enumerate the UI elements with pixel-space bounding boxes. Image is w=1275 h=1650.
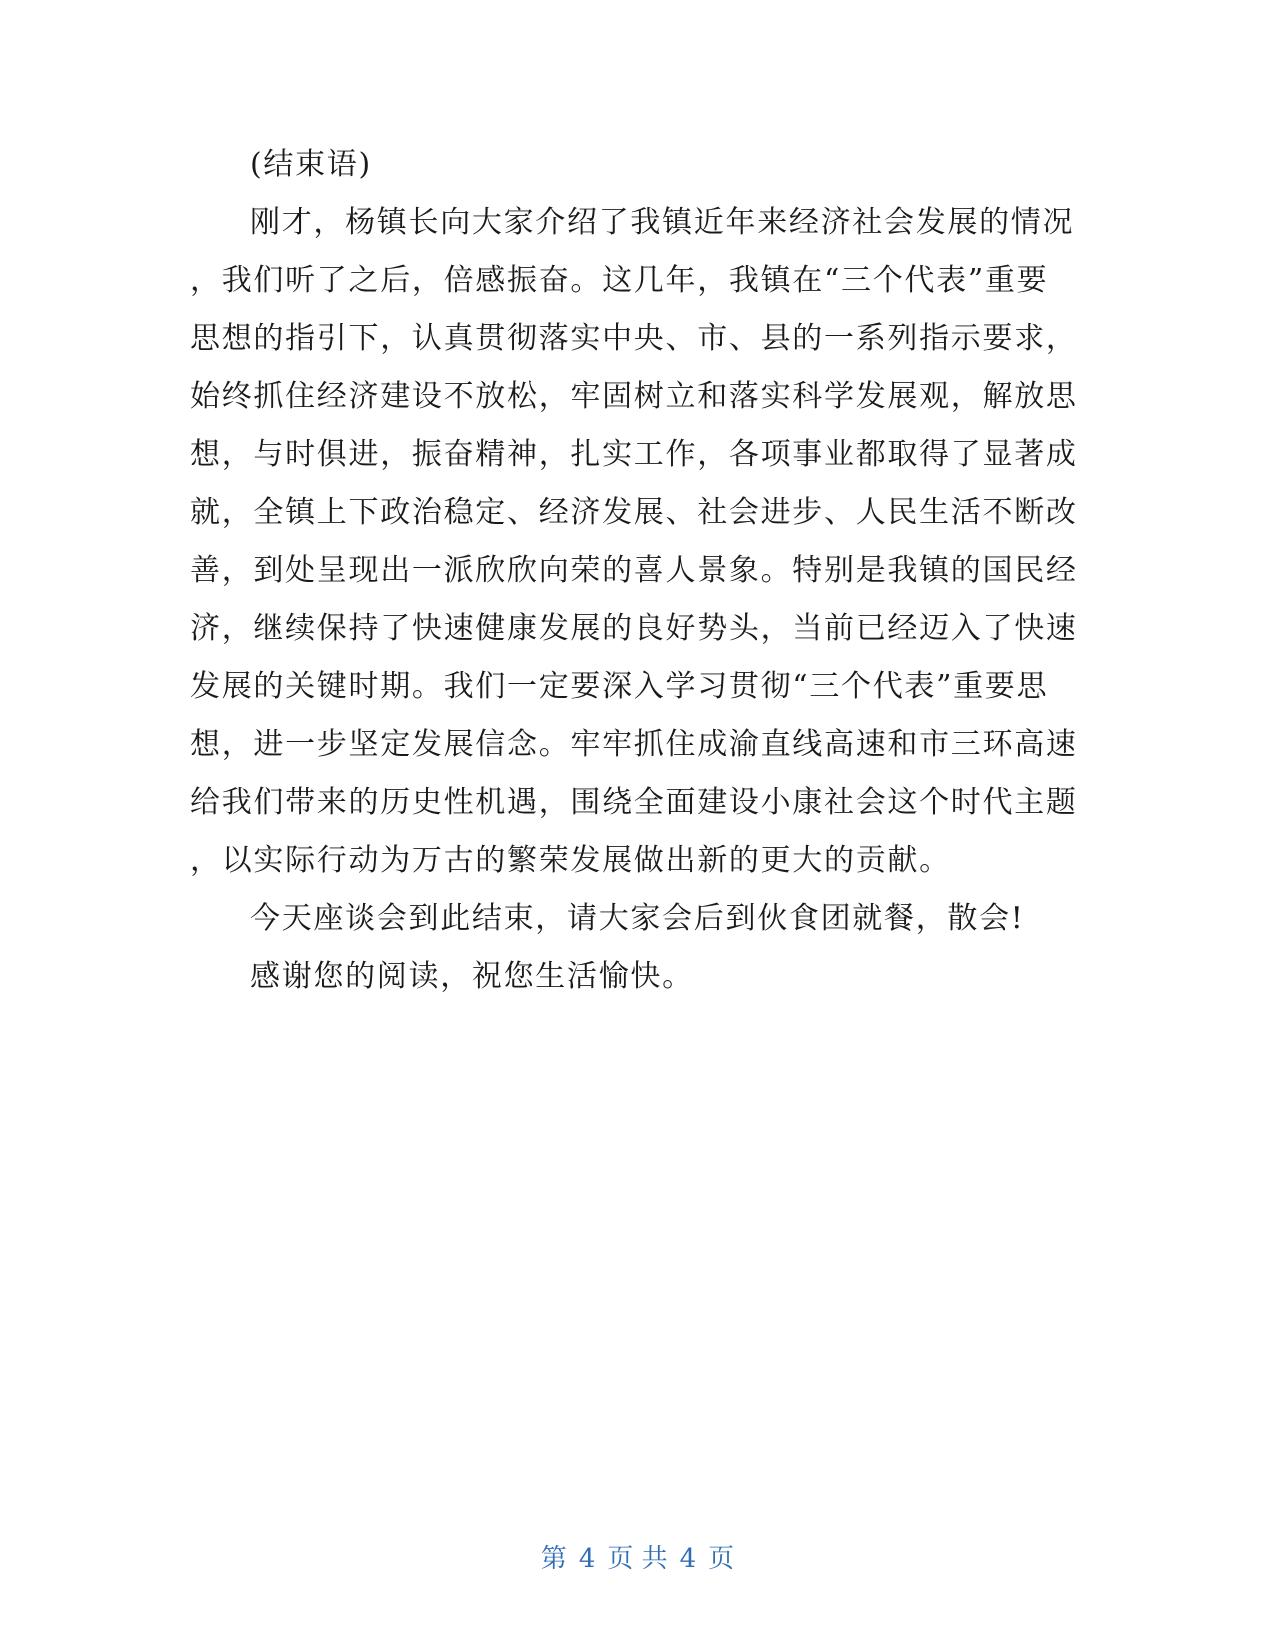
paragraph-line: 善，到处呈现出一派欣欣向荣的喜人景象。特别是我镇的国民经 — [190, 553, 1078, 588]
paragraph-line: 济，继续保持了快速健康发展的良好势头，当前已经迈入了快速 — [190, 611, 1078, 646]
thanks-paragraph: 感谢您的阅读，祝您生活愉快。 — [250, 959, 694, 994]
footer-total-pages: 4 — [679, 1544, 697, 1574]
paragraph-line: 想，与时俱进，振奋精神，扎实工作，各项事业都取得了显著成 — [190, 437, 1078, 472]
paragraph-line: 发展的关键时期。我们一定要深入学习贯彻“三个代表”重要思 — [190, 669, 1049, 704]
closing-paragraph: 今天座谈会到此结束，请大家会后到伙食团就餐，散会! — [250, 901, 1025, 936]
footer-middle: 页 共 — [607, 1544, 668, 1574]
paragraph-line: ，我们听了之后，倍感振奋。这几年，我镇在“三个代表”重要 — [190, 263, 1049, 298]
footer-suffix: 页 — [708, 1544, 735, 1574]
paragraph-line: 想，进一步坚定发展信念。牢牢抓住成渝直线高速和市三环高速 — [190, 727, 1078, 762]
footer-page-number: 4 — [578, 1544, 596, 1574]
paragraph-line: 给我们带来的历史性机遇，围绕全面建设小康社会这个时代主题 — [190, 785, 1078, 820]
paragraph-line: ，以实际行动为万古的繁荣发展做出新的更大的贡献。 — [190, 843, 951, 878]
paragraph-line: 思想的指引下，认真贯彻落实中央、市、县的一系列指示要求， — [190, 321, 1078, 356]
paragraph-line: 就，全镇上下政治稳定、经济发展、社会进步、人民生活不断改 — [190, 495, 1078, 530]
paragraph-line: 始终抓住经济建设不放松，牢固树立和落实科学发展观，解放思 — [190, 379, 1078, 414]
section-heading: (结束语) — [250, 147, 372, 182]
footer-prefix: 第 — [540, 1544, 567, 1574]
paragraph-line: 刚才，杨镇长向大家介绍了我镇近年来经济社会发展的情况 — [250, 205, 1075, 240]
page-footer — [0, 1542, 1275, 1576]
